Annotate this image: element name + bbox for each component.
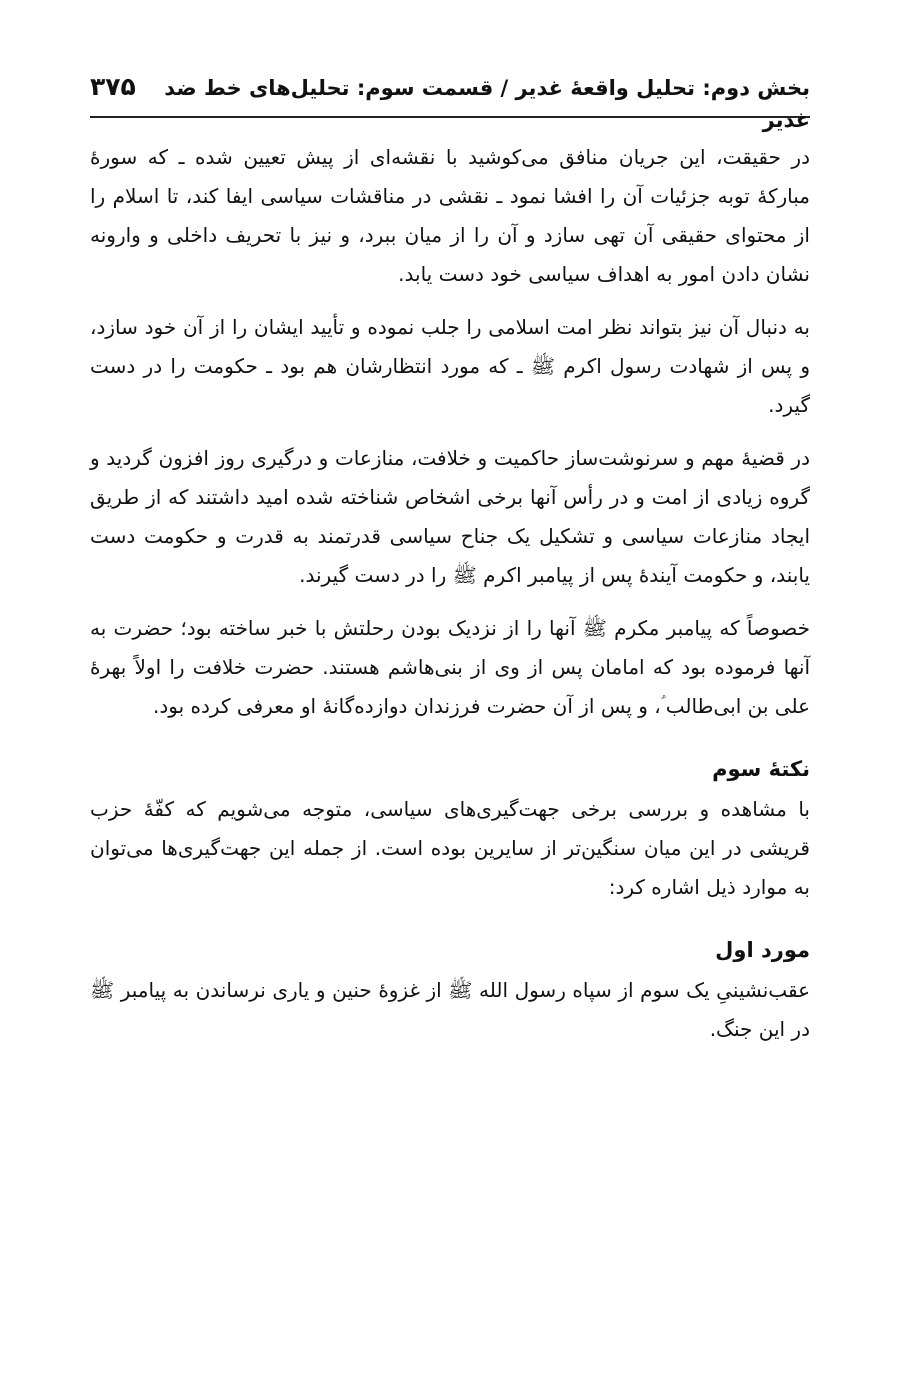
page-body	[90, 138, 810, 1063]
paragraph: با مشاهده و بررسی برخی جهت‌گیری‌های سیاسی، متوجه می‌شویم که کفّهٔ حزب قریشی در این میان سنگین‌تر از سایرین بوده است. از جمله این جهت‌گیری‌ها می‌توان به موارد ذیل اشاره کرد:	[90, 797, 810, 899]
paragraph: خصوصاً که پیامبر مکرم ﷺ آنها را از نزدیک بودن رحلتش با خبر ساخته بود؛ حضرت به آنها فرموده بود که امامان پس از وی از بنی‌هاشم هستند. حضرت خلافت را اولاً بهرهٔ علی بن ابی‌طالب ؑ، و پس از آن حضرت فرزندان دوازده‌گانهٔ او معرفی کرده بود.	[90, 616, 810, 718]
paragraph: به دنبال آن نیز بتواند نظر امت اسلامی را جلب نموده و تأیید ایشان را از آن خود سازد، و پس از شهادت رسول اکرم ﷺ ـ که مورد انتظارشان هم بود ـ حکومت را در دست گیرد.	[90, 315, 810, 417]
page-number: ۳۷۵	[90, 72, 136, 101]
section-heading: نکتهٔ سوم	[712, 757, 810, 781]
page-header	[90, 72, 810, 132]
paragraph: عقب‌نشینیِ یک سوم از سپاه رسول الله ﷺ از غزوهٔ حنین و یاری نرساندن به پیامبر ﷺ در این جنگ.	[90, 978, 810, 1041]
running-head: بخش دوم: تحلیل واقعهٔ غدیر / قسمت سوم: تحلیل‌های خط ضد غدیر	[164, 76, 810, 132]
paragraph: در حقیقت، این جریان منافق می‌کوشید با نقشه‌ای از پیش تعیین شده ـ که سورهٔ مبارکهٔ توبه جزئیات آن را افشا نمود ـ نقشی در مناقشات سیاسی ایفا کند، تا اسلام را از محتوای حقیقی آن تهی سازد و آن را از میان ببرد، و نیز با تحریف داخلی و وارونه نشان دادن امور به اهداف سیاسی خود دست یابد.	[90, 145, 810, 286]
paragraph: در قضیهٔ مهم و سرنوشت‌ساز حاکمیت و خلافت، منازعات و درگیری روز افزون گردید و گروه زیادی از امت و در رأس آنها برخی اشخاص شناخته شده امید داشتند که از طریق ایجاد منازعات سیاسی و تشکیل یک جناح سیاسی قدرتمند به قدرت و حکومت دست یابند، و حکومت آیندهٔ پس از پیامبر اکرم ﷺ را در دست گیرند.	[90, 446, 810, 587]
section-heading: مورد اول	[715, 938, 810, 962]
